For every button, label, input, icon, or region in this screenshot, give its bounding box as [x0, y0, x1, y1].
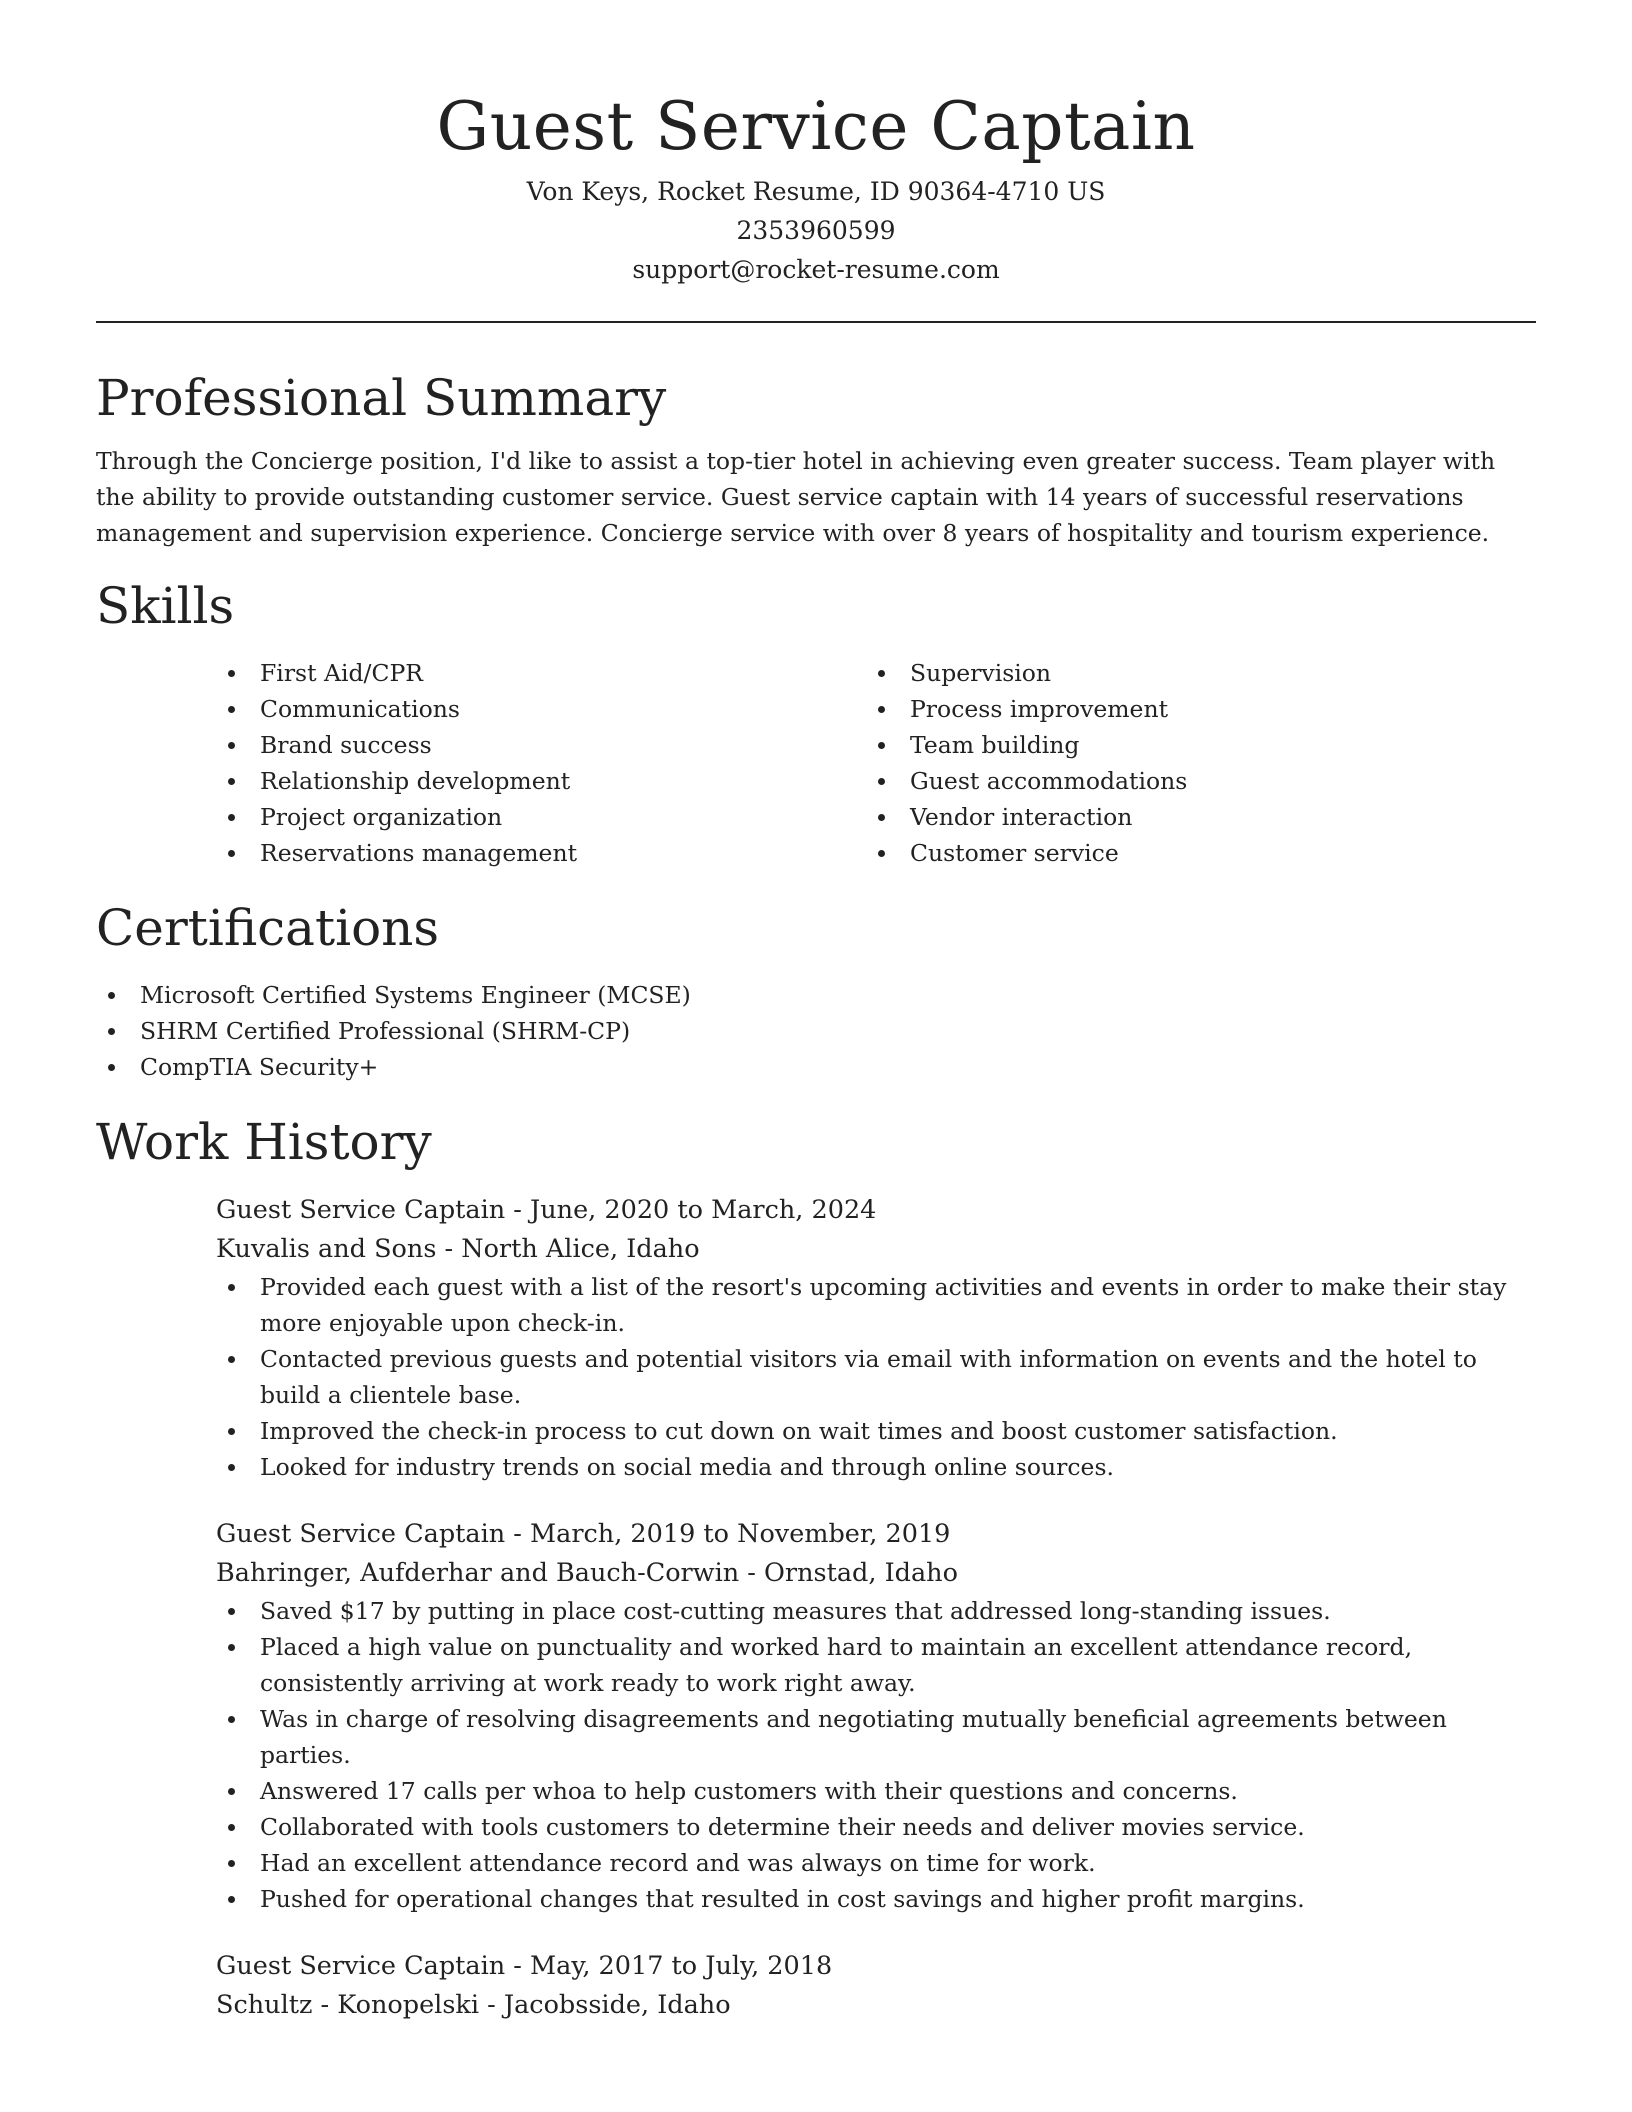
job-company: Bahringer, Aufderhar and Bauch-Corwin [216, 1558, 740, 1588]
job-title-line: Guest Service Captain - May, 2017 to July, 2018 [216, 1951, 833, 1981]
job-duty: Improved the check-in process to cut down on wait times and boost customer satisfaction. [216, 1413, 1536, 1449]
summary-text: Through the Concierge position, I'd like to assist a top-tier hotel in achieving even greater success. Team player with the ability to provide outstanding customer service. Guest service captain with 14 years of successful reservations management and supervision experience. Concierge service with over 8 years of hospitality and tourism experience. [96, 447, 1496, 547]
certification-item: SHRM Certified Professional (SHRM-CP) [96, 1013, 1536, 1049]
job-duty: Saved $17 by putting in place cost-cutting measures that addressed long-standing issues. [216, 1593, 1536, 1629]
job-title: Guest Service Captain [216, 1195, 506, 1225]
skill-item: Customer service [866, 835, 1506, 871]
job-company-line: Kuvalis and Sons - North Alice, Idaho [216, 1234, 700, 1264]
contact-phone: 2353960599 [736, 216, 896, 245]
job-location: Ornstad, Idaho [763, 1558, 958, 1588]
contact-block [96, 172, 1536, 289]
skill-item: Communications [216, 691, 866, 727]
work-history-heading: Work History [96, 1113, 432, 1171]
skills-heading: Skills [96, 577, 235, 635]
job-location: Jacobsside, Idaho [503, 1990, 731, 2020]
job-dates: June, 2020 to March, 2024 [530, 1195, 877, 1225]
job-entry [216, 1191, 1536, 1485]
skills-list [216, 655, 1536, 871]
skills-column-left [216, 655, 866, 871]
contact-address: Von Keys, Rocket Resume, ID 90364-4710 US [526, 177, 1106, 206]
job-duties [216, 1593, 1536, 1917]
skill-item: Brand success [216, 727, 866, 763]
job-duty: Placed a high value on punctuality and worked hard to maintain an excellent attendance record, consistently arriving at work ready to work right away. [216, 1629, 1536, 1701]
skill-item: Project organization [216, 799, 866, 835]
skill-item: Reservations management [216, 835, 866, 871]
skills-column-right [866, 655, 1506, 871]
job-entry [216, 1515, 1536, 1917]
job-dates: May, 2017 to July, 2018 [530, 1951, 833, 1981]
job-duty: Looked for industry trends on social media and through online sources. [216, 1449, 1536, 1485]
job-duty: Collaborated with tools customers to determine their needs and deliver movies service. [216, 1809, 1536, 1845]
job-company: Schultz - Konopelski [216, 1990, 480, 2020]
job-duty: Contacted previous guests and potential visitors via email with information on events and the hotel to build a clientele base. [216, 1341, 1536, 1413]
job-company-line: Bahringer, Aufderhar and Bauch-Corwin - Ornstad, Idaho [216, 1558, 958, 1588]
skill-item: Supervision [866, 655, 1506, 691]
summary-heading: Professional Summary [96, 369, 667, 427]
certifications-heading: Certifications [96, 899, 440, 957]
job-company-line: Schultz - Konopelski - Jacobsside, Idaho [216, 1990, 731, 2020]
certifications-list [96, 977, 1536, 1085]
job-dates: March, 2019 to November, 2019 [530, 1519, 951, 1549]
job-location: North Alice, Idaho [461, 1234, 700, 1264]
job-duty: Answered 17 calls per whoa to help customers with their questions and concerns. [216, 1773, 1536, 1809]
job-title: Guest Service Captain [216, 1951, 506, 1981]
skill-item: Guest accommodations [866, 763, 1506, 799]
certification-item: CompTIA Security+ [96, 1049, 1536, 1085]
certification-item: Microsoft Certified Systems Engineer (MCSE) [96, 977, 1536, 1013]
header-divider [96, 321, 1536, 323]
job-title-line: Guest Service Captain - June, 2020 to March, 2024 [216, 1195, 877, 1225]
job-duties [216, 1269, 1536, 1485]
job-duty: Pushed for operational changes that resulted in cost savings and higher profit margins. [216, 1881, 1536, 1917]
resume-page [96, 0, 1536, 2025]
skill-item: Team building [866, 727, 1506, 763]
resume-header [96, 0, 1536, 289]
skill-item: First Aid/CPR [216, 655, 866, 691]
job-company: Kuvalis and Sons [216, 1234, 437, 1264]
candidate-name: Guest Service Captain [436, 88, 1196, 165]
job-duty: Had an excellent attendance record and was always on time for work. [216, 1845, 1536, 1881]
skill-item: Vendor interaction [866, 799, 1506, 835]
job-title: Guest Service Captain [216, 1519, 506, 1549]
job-entry [216, 1947, 1536, 2025]
skill-item: Relationship development [216, 763, 866, 799]
job-duty: Was in charge of resolving disagreements and negotiating mutually beneficial agreements between parties. [216, 1701, 1536, 1773]
skill-item: Process improvement [866, 691, 1506, 727]
job-duty: Provided each guest with a list of the resort's upcoming activities and events in order to make their stay more enjoyable upon check-in. [216, 1269, 1536, 1341]
job-title-line: Guest Service Captain - March, 2019 to November, 2019 [216, 1519, 951, 1549]
contact-email: support@rocket-resume.com [632, 255, 1000, 284]
